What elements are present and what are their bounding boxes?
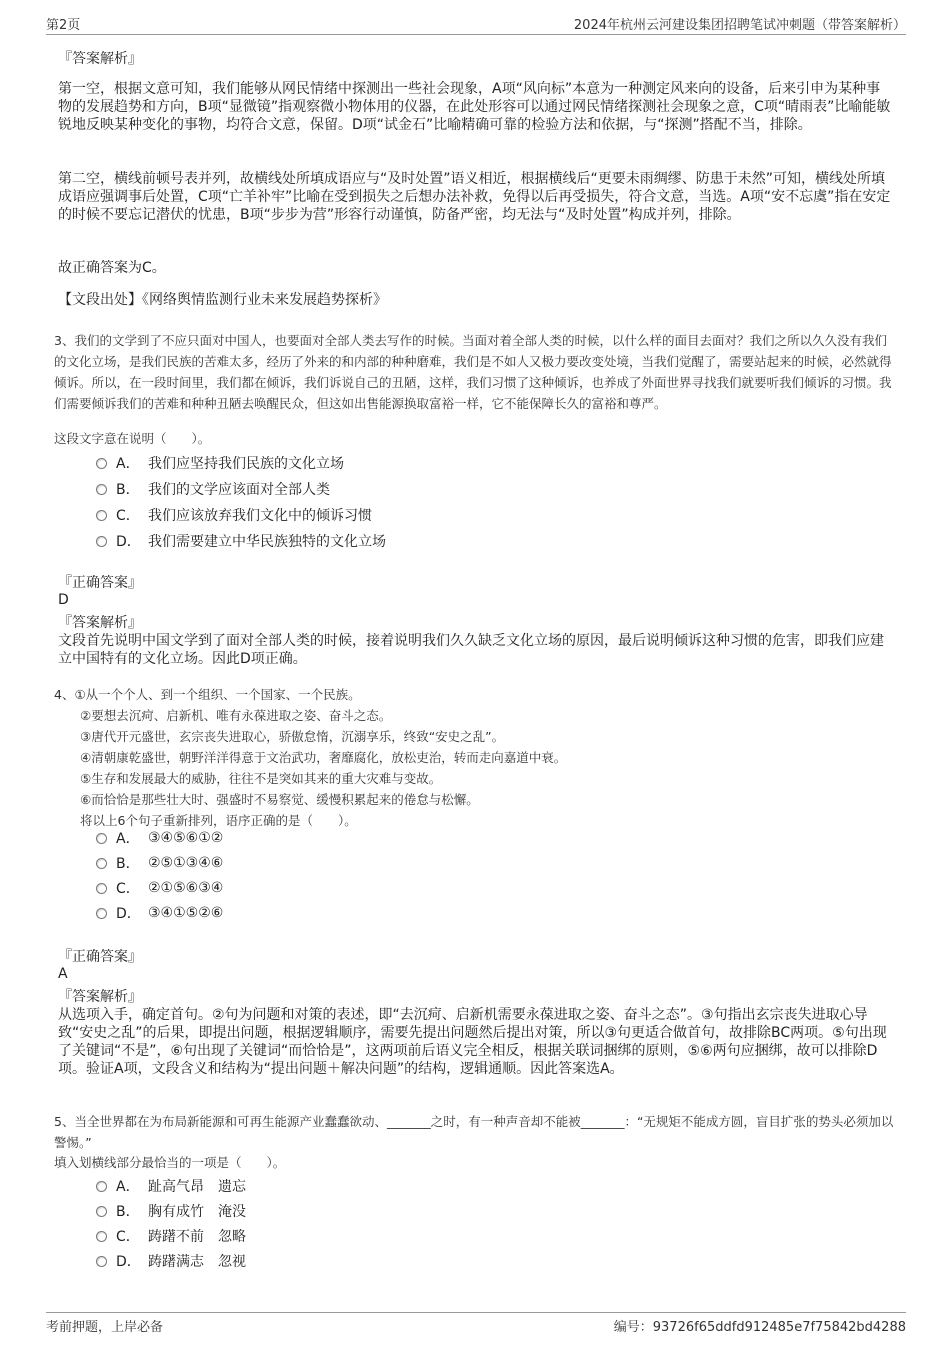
q2-source: 【文段出处】《网络舆情监测行业未来发展趋势探析》 — [58, 292, 387, 308]
radio-icon[interactable] — [96, 536, 107, 547]
q4-option-b[interactable]: B． ②⑤①③④⑥ — [96, 852, 223, 874]
q4-answer: A — [58, 966, 68, 982]
q4-line-2: ②要想去沉疴、启新机、唯有永葆进取之姿、奋斗之态。 — [80, 708, 392, 723]
q4-analysis: 从选项入手，确定首句。②句为问题和对策的表述，即“去沉疴、启新机需要永葆进取之姿、奋斗之态”。③句指出玄宗丧失进取心导致“安史之乱”的后果，即提出问题，根据逻辑顺序，需要先提出问题然后提出对策，所以③句更适合做首句，故排除BC两项。⑤句出现了关键词“不是”，⑥句出现了关键词“而恰恰是”，这两项前后语义完全相反，根据关联词捆绑的原则，⑤⑥两句应捆绑，故可以排除D项。验证A项，文段含义和结构为“提出问题＋解决问题”的结构，逻辑通顺。因此答案选A。 — [58, 1007, 887, 1077]
radio-icon[interactable] — [96, 1231, 107, 1242]
q3-prompt: 这段文字意在说明（ ）。 — [54, 431, 211, 446]
radio-icon[interactable] — [96, 484, 107, 495]
q2-analysis-tag: 『答案解析』 — [58, 51, 142, 67]
q5-prompt: 填入划横线部分最恰当的一项是（ ）。 — [54, 1155, 286, 1170]
q2-conclusion: 故正确答案为C。 — [58, 260, 166, 276]
radio-icon[interactable] — [96, 833, 107, 844]
document-title: 2024年杭州云河建设集团招聘笔试冲刺题（带答案解析） — [573, 18, 906, 33]
q3-option-a[interactable]: A． 我们应坚持我们民族的文化立场 — [96, 452, 344, 474]
q4-prompt: 将以上6个句子重新排列，语序正确的是（ ）。 — [80, 813, 357, 828]
footer-serial: 编号：93726f65ddfd912485e7f75842bd4288 — [613, 1320, 906, 1335]
q4-option-c[interactable]: C． ②①⑤⑥③④ — [96, 877, 223, 899]
q5-option-d[interactable]: D． 踌躇满志 忽视 — [96, 1250, 246, 1272]
q4-line-6: ⑥而恰恰是那些壮大时、强盛时不易察觉、缓慢积累起来的倦怠与松懈。 — [80, 792, 479, 807]
radio-icon[interactable] — [96, 1256, 107, 1267]
radio-icon[interactable] — [96, 510, 107, 521]
q2-analysis-para1: 第一空，根据文意可知，我们能够从网民情绪中探测出一些社会现象，A项“风向标”本意为一种测定风来向的设备，后来引申为某种事物的发展趋势和方向，B项“显微镜”指观察微小物体用的仪器，在此处形容可以通过网民情绪探测社会现象之意，C项“晴雨表”比喻能敏锐地反映某种变化的事物，均符合文意，保留。D项“试金石”比喻精确可靠的检验方法和依据，与“探测”搭配不当，排除。 — [58, 81, 891, 133]
q5-option-a[interactable]: A． 趾高气昂 遗忘 — [96, 1175, 246, 1197]
footer-slogan: 考前押题，上岸必备 — [46, 1320, 164, 1335]
q3-option-b[interactable]: B． 我们的文学应该面对全部人类 — [96, 478, 330, 500]
q4-line-5: ⑤生存和发展最大的威胁，往往不是突如其来的重大灾难与变故。 — [80, 771, 442, 786]
q4-line-3: ③唐代开元盛世，玄宗丧失进取心，骄傲怠惰，沉溺享乐，终致“安史之乱”。 — [80, 729, 505, 744]
q3-option-d[interactable]: D． 我们需要建立中华民族独特的文化立场 — [96, 530, 386, 552]
page-header — [46, 14, 906, 35]
q2-analysis-para2: 第二空，横线前顿号表并列，故横线处所填成语应与“及时处置”语义相近，根据横线后“更要未雨绸缪、防患于未然”可知，横线处所填成语应强调事后处置，C项“亡羊补牢”比喻在受到损失之后想办法补救，免得以后再受损失，符合文意，当选。A项“安不忘虞”指在安定的时候不要忘记潜伏的忧患，B项“步步为营”形容行动谨慎，防备严密，均无法与“及时处置”构成并列，排除。 — [58, 171, 891, 223]
radio-icon[interactable] — [96, 883, 107, 894]
q4-line-4: ④清朝康乾盛世，朝野洋洋得意于文治武功，奢靡腐化，放松吏治，转而走向嘉道中衰。 — [80, 750, 567, 765]
q4-analysis-tag: 『答案解析』 — [58, 989, 142, 1005]
page-footer — [46, 1312, 906, 1335]
page-number: 第2页 — [46, 18, 81, 33]
q4-answer-tag: 『正确答案』 — [58, 949, 142, 965]
q5-option-b[interactable]: B． 胸有成竹 淹没 — [96, 1200, 246, 1222]
radio-icon[interactable] — [96, 858, 107, 869]
q3-answer: D — [58, 592, 69, 608]
radio-icon[interactable] — [96, 458, 107, 469]
q5-option-c[interactable]: C． 踌躇不前 忽略 — [96, 1225, 246, 1247]
q4-option-d[interactable]: D． ③④①⑤②⑥ — [96, 902, 223, 924]
q3-stem: 3、我们的文学到了不应只面对中国人，也要面对全部人类去写作的时候。当面对着全部人类的时候，以什么样的面目去面对？我们之所以久久没有我们的文化立场，是我们民族的苦难太多，经历了外来的和内部的种种磨难，我们是不如人又极力要改变处境，当我们觉醒了，需要站起来的时候，必然就得倾诉。所以，在一段时间里，我们都在倾诉，我们诉说自己的丑陋，这样，我们习惯了这种倾诉，也养成了外面世界寻找我们就要听我们倾诉的习惯。我们需要倾诉我们的苦难和种种丑陋去唤醒民众，但这如出售能源换取富裕一样，它不能保障长久的富裕和尊严。 — [54, 333, 892, 411]
q4-option-a[interactable]: A． ③④⑤⑥①② — [96, 827, 223, 849]
q3-analysis: 文段首先说明中国文学到了面对全部人类的时候，接着说明我们久久缺乏文化立场的原因，最后说明倾诉这种习惯的危害，即我们应建立中国特有的文化立场。因此D项正确。 — [58, 633, 884, 667]
radio-icon[interactable] — [96, 908, 107, 919]
q3-analysis-tag: 『答案解析』 — [58, 615, 142, 631]
q4-stem — [54, 684, 897, 831]
q3-option-c[interactable]: C． 我们应该放弃我们文化中的倾诉习惯 — [96, 504, 372, 526]
q3-answer-tag: 『正确答案』 — [58, 575, 142, 591]
q5-stem: 5、当全世界都在为布局新能源和可再生能源产业蠢蠢欲动、_______之时，有一种声音却不能被_______：“无规矩不能成方圆，盲目扩张的势头必须加以警惕。” — [54, 1114, 894, 1150]
radio-icon[interactable] — [96, 1206, 107, 1217]
radio-icon[interactable] — [96, 1181, 107, 1192]
q4-line-1: 4、①从一个个人、到一个组织、一个国家、一个民族。 — [54, 687, 361, 702]
